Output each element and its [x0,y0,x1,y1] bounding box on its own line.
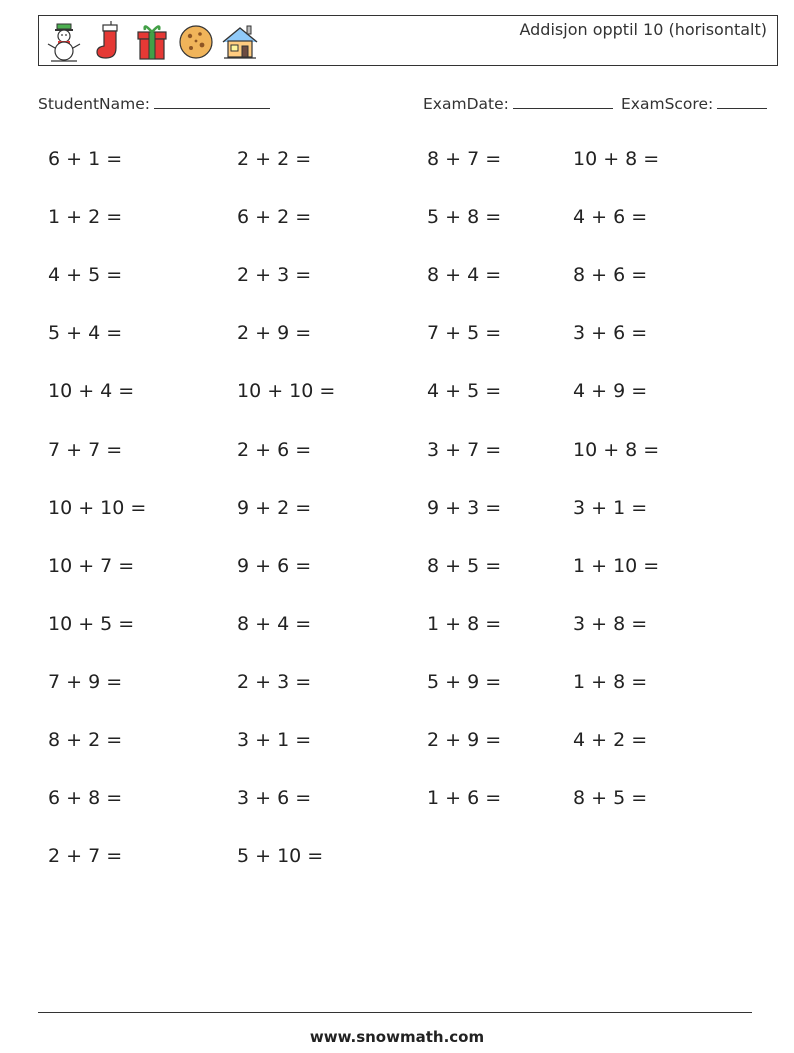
student-name-label: StudentName: [38,95,150,113]
problem-item: 4 + 6 = [573,206,648,228]
problem-item: 4 + 5 = [48,264,123,286]
worksheet-title: Addisjon opptil 10 (horisontalt) [519,20,767,39]
problem-item: 7 + 7 = [48,439,123,461]
cookie-icon [177,20,215,62]
problem-item: 7 + 9 = [48,671,123,693]
problem-item: 2 + 9 = [237,322,312,344]
problem-item: 8 + 4 = [237,613,312,635]
stocking-icon [89,20,127,62]
problem-item: 4 + 5 = [427,380,502,402]
exam-date-field [423,94,613,113]
problem-item: 5 + 9 = [427,671,502,693]
problem-item: 6 + 2 = [237,206,312,228]
problem-item: 1 + 8 = [427,613,502,635]
problem-item: 6 + 1 = [48,148,123,170]
problem-item: 7 + 5 = [427,322,502,344]
problem-item: 1 + 6 = [427,787,502,809]
problem-item: 2 + 3 = [237,671,312,693]
problem-item: 5 + 4 = [48,322,123,344]
problem-item: 8 + 2 = [48,729,123,751]
student-name-line[interactable] [154,94,270,109]
problem-item: 9 + 2 = [237,497,312,519]
problem-item: 2 + 2 = [237,148,312,170]
problem-item: 10 + 10 = [237,380,336,402]
gift-icon [133,20,171,62]
problem-item: 1 + 10 = [573,555,660,577]
problem-item: 3 + 1 = [237,729,312,751]
problem-item: 5 + 8 = [427,206,502,228]
problem-item: 8 + 5 = [427,555,502,577]
exam-score-field [621,94,767,113]
problem-item: 2 + 6 = [237,439,312,461]
house-icon [221,20,259,62]
problem-item: 3 + 6 = [573,322,648,344]
problem-item: 3 + 6 = [237,787,312,809]
exam-date-label: ExamDate: [423,95,509,113]
problem-item: 10 + 5 = [48,613,135,635]
problem-item: 10 + 10 = [48,497,147,519]
exam-score-line[interactable] [717,94,767,109]
problem-item: 9 + 6 = [237,555,312,577]
footer-url: www.snowmath.com [309,1028,485,1046]
problem-item: 3 + 8 = [573,613,648,635]
problem-item: 8 + 5 = [573,787,648,809]
problem-item: 6 + 8 = [48,787,123,809]
student-name-field [38,94,270,113]
problem-item: 3 + 7 = [427,439,502,461]
header-box [38,15,778,66]
problem-item: 10 + 8 = [573,148,660,170]
problem-item: 10 + 8 = [573,439,660,461]
problem-item: 2 + 9 = [427,729,502,751]
problem-item: 2 + 3 = [237,264,312,286]
problem-item: 8 + 4 = [427,264,502,286]
problem-item: 1 + 8 = [573,671,648,693]
problem-item: 5 + 10 = [237,845,324,867]
problem-item: 8 + 6 = [573,264,648,286]
footer-divider [38,1012,752,1013]
problem-item: 3 + 1 = [573,497,648,519]
problem-item: 10 + 4 = [48,380,135,402]
problem-item: 9 + 3 = [427,497,502,519]
exam-date-line[interactable] [513,94,613,109]
problem-item: 4 + 9 = [573,380,648,402]
problem-item: 10 + 7 = [48,555,135,577]
problem-item: 1 + 2 = [48,206,123,228]
exam-score-label: ExamScore: [621,95,714,113]
problem-item: 2 + 7 = [48,845,123,867]
snowman-icon [45,20,83,62]
header-icons [45,20,259,62]
problem-item: 8 + 7 = [427,148,502,170]
problem-item: 4 + 2 = [573,729,648,751]
